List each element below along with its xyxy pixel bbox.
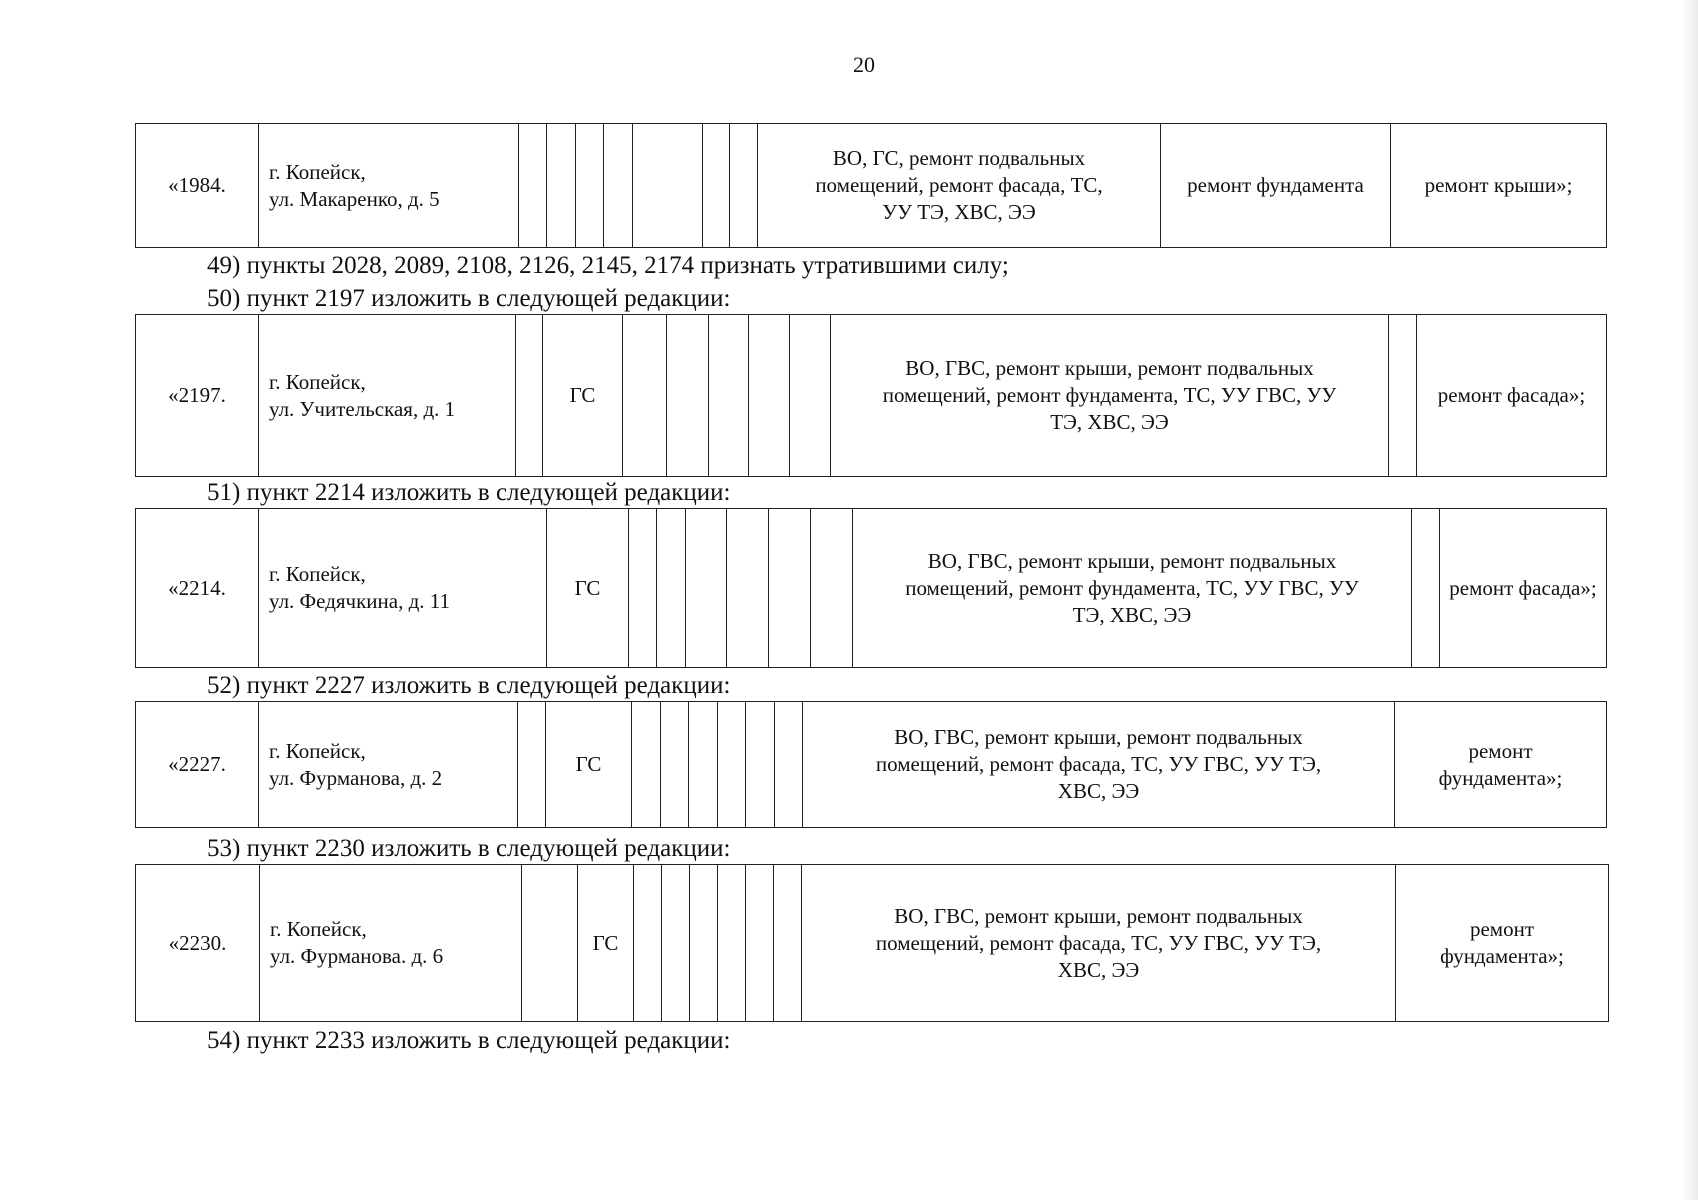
empty-cell xyxy=(634,865,662,1022)
empty-cell xyxy=(604,124,633,248)
empty-cell xyxy=(774,865,802,1022)
works-line: фундамента»; xyxy=(1440,944,1564,968)
record-table-2197 xyxy=(135,314,1607,477)
table-row xyxy=(136,124,1607,248)
empty-cell xyxy=(623,315,667,477)
works-list-cell xyxy=(803,702,1395,828)
table-row xyxy=(136,865,1609,1022)
record-table-2214 xyxy=(135,508,1607,668)
scan-edge-shadow xyxy=(1680,0,1698,1200)
works-line: ВО, ГВС, ремонт крыши, ремонт подвальных xyxy=(927,548,1337,573)
record-table-2227 xyxy=(135,701,1607,828)
empty-cell xyxy=(689,702,718,828)
empty-cell xyxy=(718,865,746,1022)
empty-cell xyxy=(746,702,775,828)
empty-cell xyxy=(657,509,686,668)
address-street: ул. Учительская, д. 1 xyxy=(269,396,456,421)
works-line: фундамента»; xyxy=(1438,765,1563,790)
address-city: г. Копейск, xyxy=(270,917,367,941)
works-line: помещений, ремонт фасада, ТС, xyxy=(815,173,1103,197)
code-cell: ГС xyxy=(547,509,629,668)
table-row xyxy=(136,702,1607,828)
empty-cell xyxy=(730,124,758,248)
empty-cell xyxy=(686,509,727,668)
works-line: ВО, ГВС, ремонт крыши, ремонт подвальных xyxy=(894,725,1303,749)
works-line: ВО, ГС, ремонт подвальных xyxy=(832,146,1086,170)
works-list-cell xyxy=(802,865,1396,1022)
code-cell: ГС xyxy=(543,315,623,477)
empty-cell xyxy=(769,509,811,668)
works-col2-cell xyxy=(1389,315,1417,477)
works-last-cell xyxy=(1396,865,1609,1022)
empty-cell xyxy=(703,124,730,248)
address-cell xyxy=(260,865,522,1022)
empty-cell xyxy=(522,865,578,1022)
code-cell: ГС xyxy=(578,865,634,1022)
paragraph-53: 53) пункт 2230 изложить в следующей редакции: xyxy=(207,835,731,862)
works-list-cell xyxy=(831,315,1389,477)
empty-cell xyxy=(718,702,746,828)
works-line: ремонт крыши»; xyxy=(1424,173,1573,197)
table-row xyxy=(136,315,1607,477)
works-list-cell xyxy=(853,509,1412,668)
works-last-cell xyxy=(1391,124,1607,248)
works-line: помещений, ремонт фундамента, ТС, УУ ГВС, УУ xyxy=(882,383,1337,407)
paragraph-50: 50) пункт 2197 изложить в следующей редакции: xyxy=(207,285,731,312)
item-number: «2214. xyxy=(136,509,259,668)
empty-cell xyxy=(790,315,831,477)
works-line: помещений, ремонт фасада, ТС, УУ ГВС, УУ ТЭ, xyxy=(875,930,1322,955)
empty-cell xyxy=(727,509,769,668)
address-cell xyxy=(259,124,519,248)
empty-cell xyxy=(518,702,546,828)
address-city: г. Копейск, xyxy=(269,562,366,586)
address-street: ул. Фурманова. д. 6 xyxy=(270,944,444,968)
works-last-cell xyxy=(1440,509,1607,668)
works-line: УУ ТЭ, ХВС, ЭЭ xyxy=(882,200,1036,224)
empty-cell xyxy=(633,124,703,248)
works-line: ТЭ, ХВС, ЭЭ xyxy=(1050,410,1169,434)
paragraph-49: 49) пункты 2028, 2089, 2108, 2126, 2145, 2174 признать утратившими силу; xyxy=(207,252,1009,279)
paragraph-54: 54) пункт 2233 изложить в следующей редакции: xyxy=(207,1027,731,1054)
empty-cell xyxy=(662,865,690,1022)
works-line: ВО, ГВС, ремонт крыши, ремонт подвальных xyxy=(905,356,1314,380)
works-line: помещений, ремонт фундамента, ТС, УУ ГВС, УУ xyxy=(905,575,1359,600)
record-table-1984 xyxy=(135,123,1607,248)
address-city: г. Копейск, xyxy=(269,369,366,394)
page-number: 20 xyxy=(853,52,875,77)
works-col2-cell xyxy=(1412,509,1440,668)
works-line: помещений, ремонт фасада, ТС, УУ ГВС, УУ ТЭ, xyxy=(875,752,1322,776)
address-street: ул. Фурманова, д. 2 xyxy=(269,765,443,790)
works-line: ТЭ, ХВС, ЭЭ xyxy=(1072,602,1192,627)
empty-cell xyxy=(661,702,689,828)
works-line: ХВС, ЭЭ xyxy=(1057,779,1140,803)
code-cell: ГС xyxy=(546,702,632,828)
works-line: ремонт фасада»; xyxy=(1437,383,1586,407)
item-number: «2227. xyxy=(136,702,259,828)
item-number: «1984. xyxy=(136,124,259,248)
empty-cell xyxy=(690,865,718,1022)
works-line: ВО, ГВС, ремонт крыши, ремонт подвальных xyxy=(894,903,1303,928)
works-last-cell xyxy=(1417,315,1607,477)
empty-cell xyxy=(811,509,853,668)
empty-cell xyxy=(576,124,604,248)
paragraph-52: 52) пункт 2227 изложить в следующей редакции: xyxy=(207,672,731,699)
table-row xyxy=(136,509,1607,668)
address-city: г. Копейск, xyxy=(269,159,366,184)
empty-cell xyxy=(746,865,774,1022)
empty-cell xyxy=(519,124,547,248)
empty-cell xyxy=(516,315,543,477)
address-street: ул. Федячкина, д. 11 xyxy=(269,589,451,613)
empty-cell xyxy=(749,315,790,477)
works-list-cell xyxy=(758,124,1161,248)
address-street: ул. Макаренко, д. 5 xyxy=(269,186,440,211)
works-line: ХВС, ЭЭ xyxy=(1057,957,1140,982)
works-last-cell xyxy=(1395,702,1607,828)
record-table-2230 xyxy=(135,864,1609,1022)
empty-cell xyxy=(632,702,661,828)
empty-cell xyxy=(775,702,803,828)
item-number: «2230. xyxy=(136,865,260,1022)
empty-cell xyxy=(629,509,657,668)
item-number: «2197. xyxy=(136,315,259,477)
works-line: ремонт xyxy=(1469,917,1535,941)
works-col2-cell: ремонт фундамента xyxy=(1161,124,1391,248)
address-cell xyxy=(259,509,547,668)
empty-cell xyxy=(547,124,576,248)
empty-cell xyxy=(709,315,749,477)
works-line: ремонт фасада»; xyxy=(1449,575,1597,600)
address-cell xyxy=(259,315,516,477)
empty-cell xyxy=(667,315,709,477)
address-cell xyxy=(259,702,518,828)
address-city: г. Копейск, xyxy=(269,738,366,763)
paragraph-51: 51) пункт 2214 изложить в следующей редакции: xyxy=(207,479,731,506)
works-line: ремонт xyxy=(1468,738,1533,763)
